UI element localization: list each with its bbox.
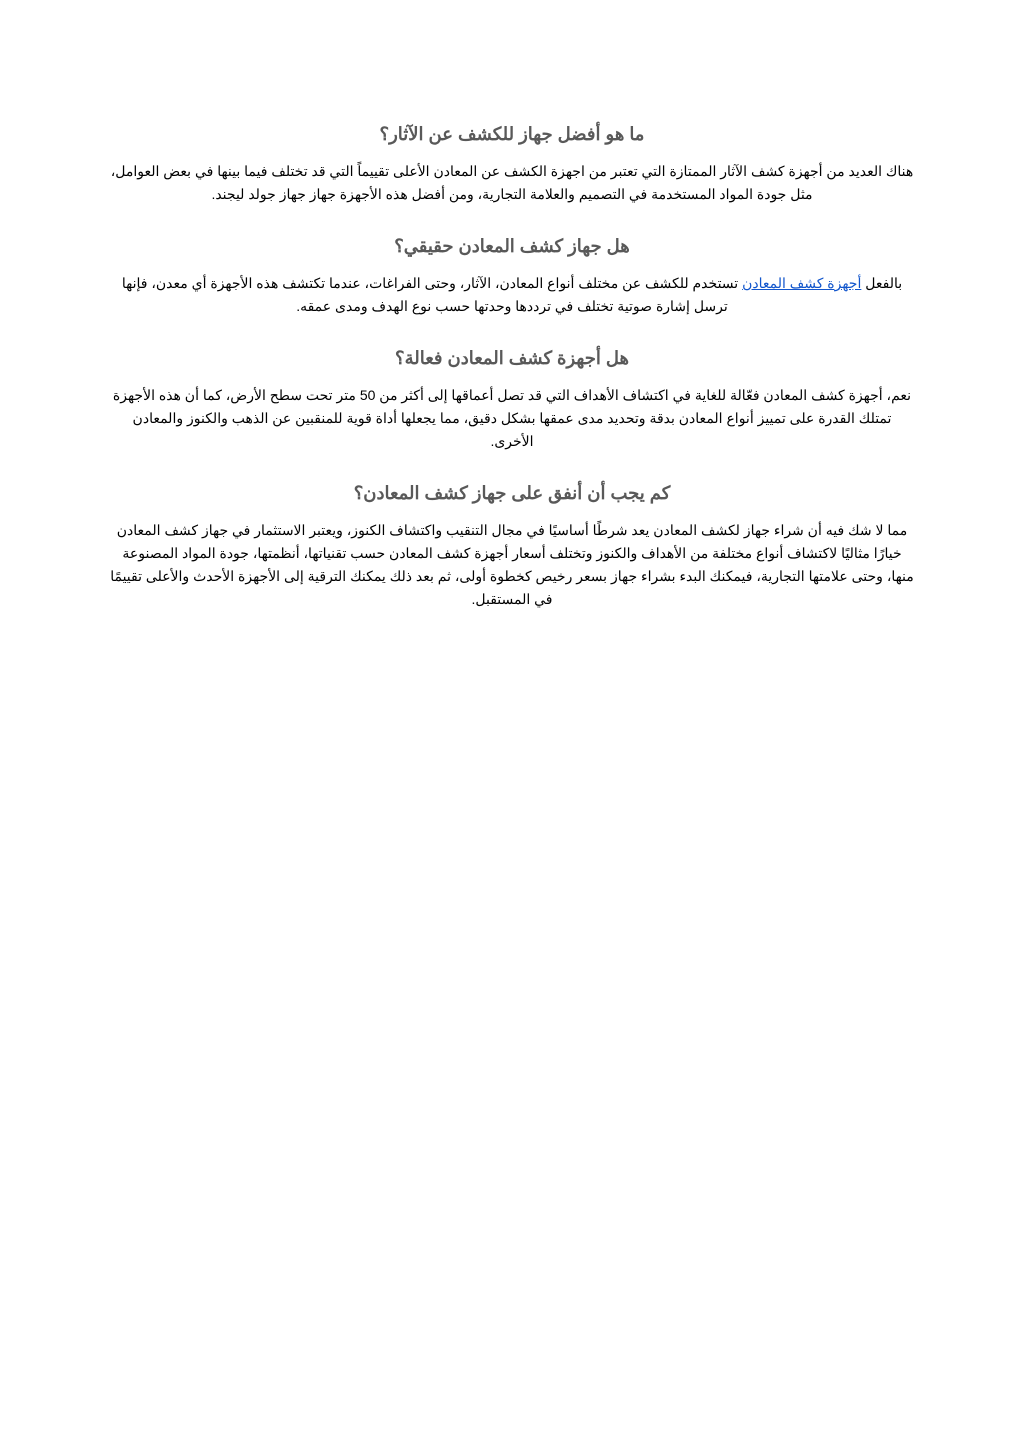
section-is-real bbox=[110, 232, 914, 318]
document-page bbox=[110, 108, 914, 637]
paragraph-is-real bbox=[110, 272, 914, 318]
paragraph-effective: نعم، أجهزة كشف المعادن فعّالة للغاية في اكتشاف الأهداف التي قد تصل أعماقها إلى أكثر من 50 متر تحت سطح الأرض، كما أن هذه الأجهزة تمتلك القدرة على تمييز أنواع المعادن بدقة وتحديد مدى عمقها بشكل دقيق، مما يجعلها أداة قوية للمنقبين عن الذهب والكنوز والمعادن الأخرى. bbox=[112, 387, 912, 449]
paragraph-is-real-end: تستخدم للكشف عن مختلف أنواع المعادن، الآثار، وحتى الفراغات، عندما تكتشف هذه الأجهزة أي معدن، فإنها ترسل إشارة صوتية تختلف في ترددها وحدتها حسب نوع الهدف ومدى عمقه. bbox=[121, 275, 743, 314]
heading-spend: كم يجب أن أنفق على جهاز كشف المعادن؟ bbox=[353, 483, 671, 503]
section-spend bbox=[110, 479, 914, 611]
section-effective bbox=[110, 344, 914, 453]
heading-effective: هل أجهزة كشف المعادن فعالة؟ bbox=[395, 348, 629, 368]
heading-best-device: ما هو أفضل جهاز للكشف عن الآثار؟ bbox=[379, 124, 645, 144]
section-best-device bbox=[110, 120, 914, 206]
heading-is-real: هل جهاز كشف المعادن حقيقي؟ bbox=[394, 236, 630, 256]
metal-detectors-link[interactable]: أجهزة كشف المعادن bbox=[742, 275, 862, 291]
paragraph-best-device: هناك العديد من أجهزة كشف الآثار الممتازة التي تعتبر من اجهزة الكشف عن المعادن الأعلى تقييماً التي قد تختلف فيما بينها في بعض العوامل، مثل جودة المواد المستخدمة في التصميم والعلامة التجارية، ومن أفضل هذه الأجهزة جهاز جهاز جولد ليجند. bbox=[110, 163, 914, 202]
paragraph-spend: مما لا شك فيه أن شراء جهاز لكشف المعادن يعد شرطًا أساسيًا في مجال التنقيب واكتشاف الكنوز، ويعتبر الاستثمار في جهاز كشف المعادن خيارًا مثاليًا لاكتشاف أنواع مختلفة من الأهداف والكنوز وتختلف أسعار أجهزة كشف المعادن حسب تقنياتها، أنظمتها، جودة المواد المصنوعة منها، وحتى علامتها التجارية، فيمكنك البدء بشراء جهاز بسعر رخيص كخطوة أولى، ثم بعد ذلك يمكنك الترقية إلى الأجهزة الأحدث والأعلى تقييمًا في المستقبل. bbox=[110, 522, 914, 607]
paragraph-is-real-start: بالفعل bbox=[861, 275, 903, 291]
